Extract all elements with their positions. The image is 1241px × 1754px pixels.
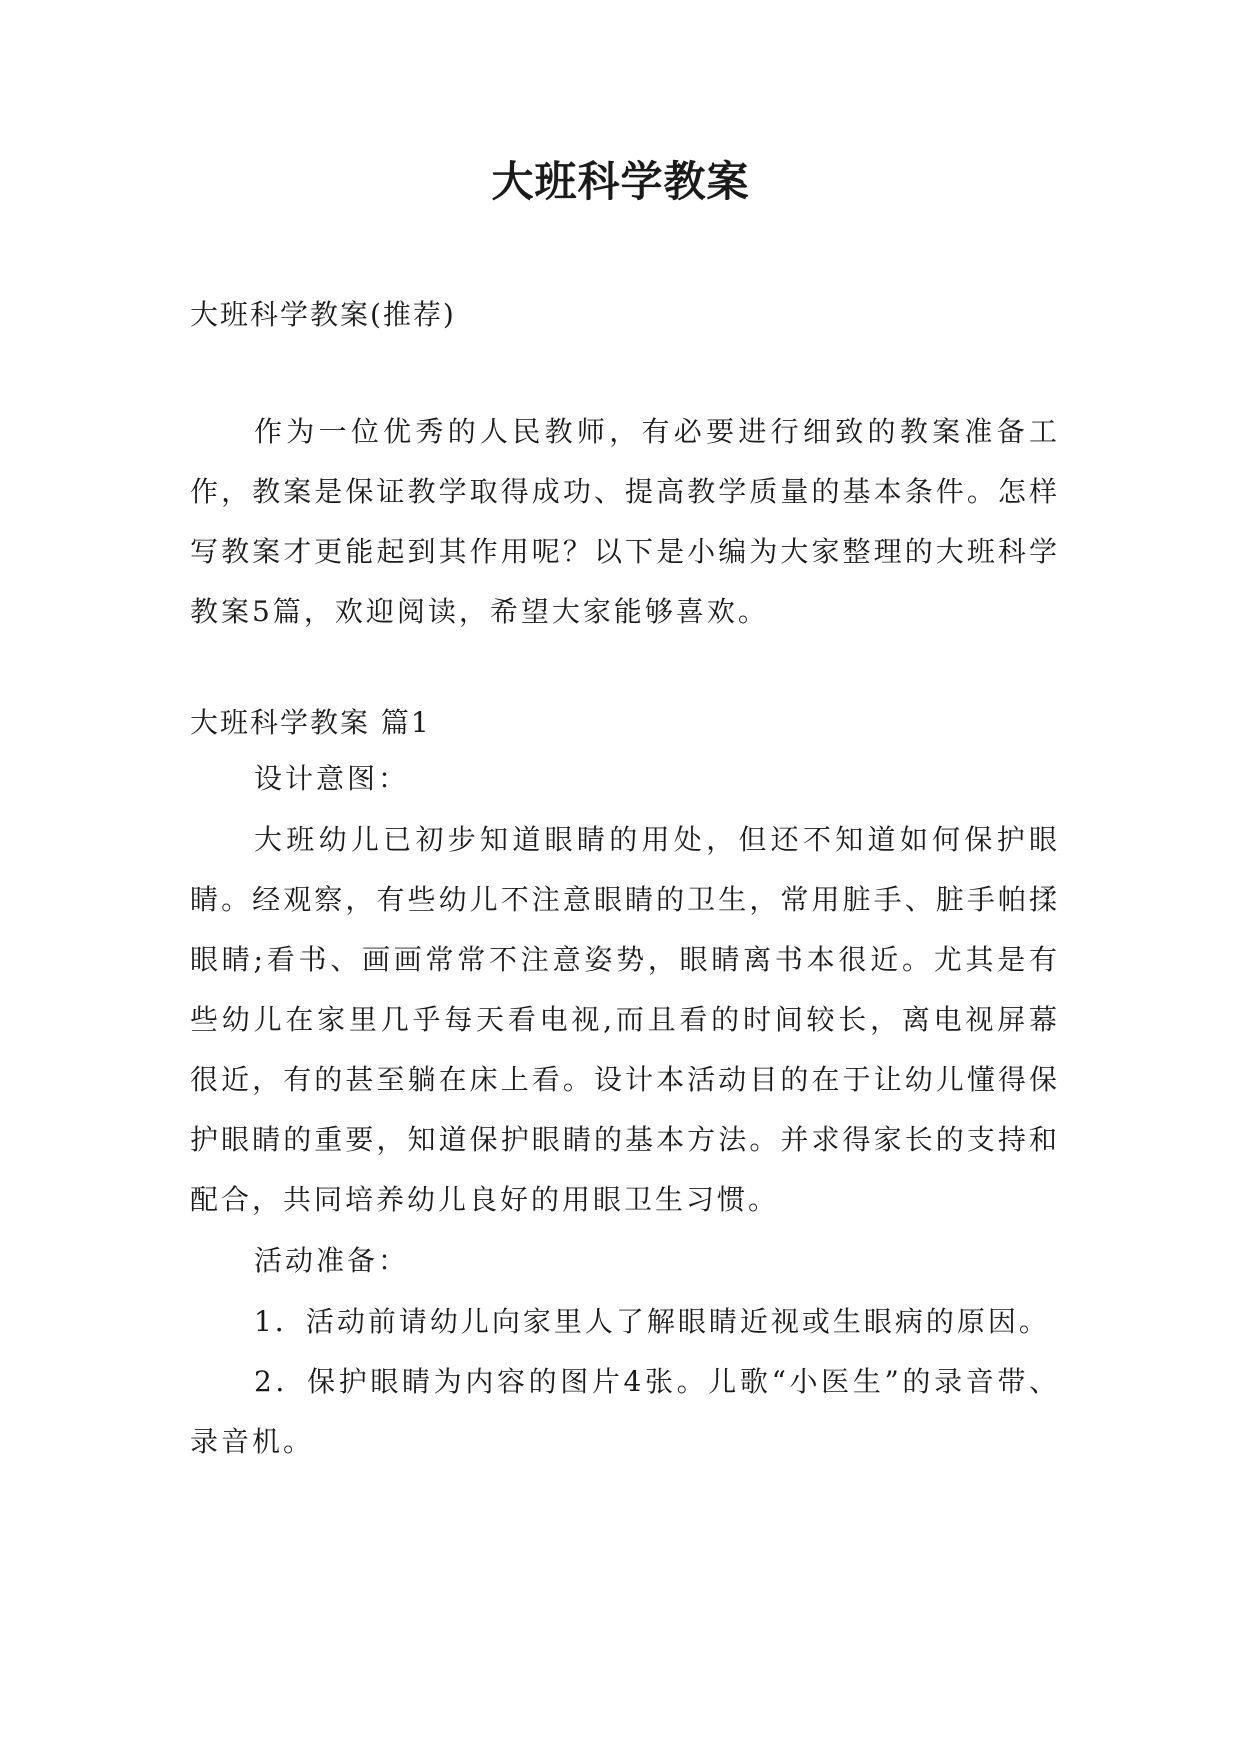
prep-item-2: 2．保护眼睛为内容的图片4张。儿歌“小医生”的录音带、录音机。 (190, 1365, 1060, 1458)
prep-item-1: 1．活动前请幼儿向家里人了解眼睛近视或生眼病的原因。 (254, 1305, 1050, 1338)
intro-paragraph: 作为一位优秀的人民教师，有必要进行细致的教案准备工作，教案是保证教学取得成功、提高教学质量的基本条件。怎样写教案才更能起到其作用呢？以下是小编为大家整理的大班科学教案5篇，欢迎阅读，希望大家能够喜欢。 (190, 415, 1060, 628)
document-subtitle: 大班科学教案(推荐) (190, 298, 456, 331)
document-title: 大班科学教案 (491, 157, 750, 206)
section-heading: 大班科学教案 篇1 (190, 706, 431, 739)
design-intent-label: 设计意图： (254, 762, 410, 795)
section-1 (190, 698, 1060, 1472)
activity-prep-label: 活动准备： (254, 1244, 410, 1277)
design-intent-paragraph: 大班幼儿已初步知道眼睛的用处，但还不知道如何保护眼睛。经观察，有些幼儿不注意眼睛的卫生，常用脏手、脏手帕揉眼睛;看书、画画常常不注意姿势，眼睛离书本很近。尤其是有些幼儿在家里几乎每天看电视,而且看的时间较长，离电视屏幕很近，有的甚至躺在床上看。设计本活动目的在于让幼儿懂得保护眼睛的重要，知道保护眼睛的基本方法。并求得家长的支持和配合，共同培养幼儿良好的用眼卫生习惯。 (190, 823, 1060, 1216)
